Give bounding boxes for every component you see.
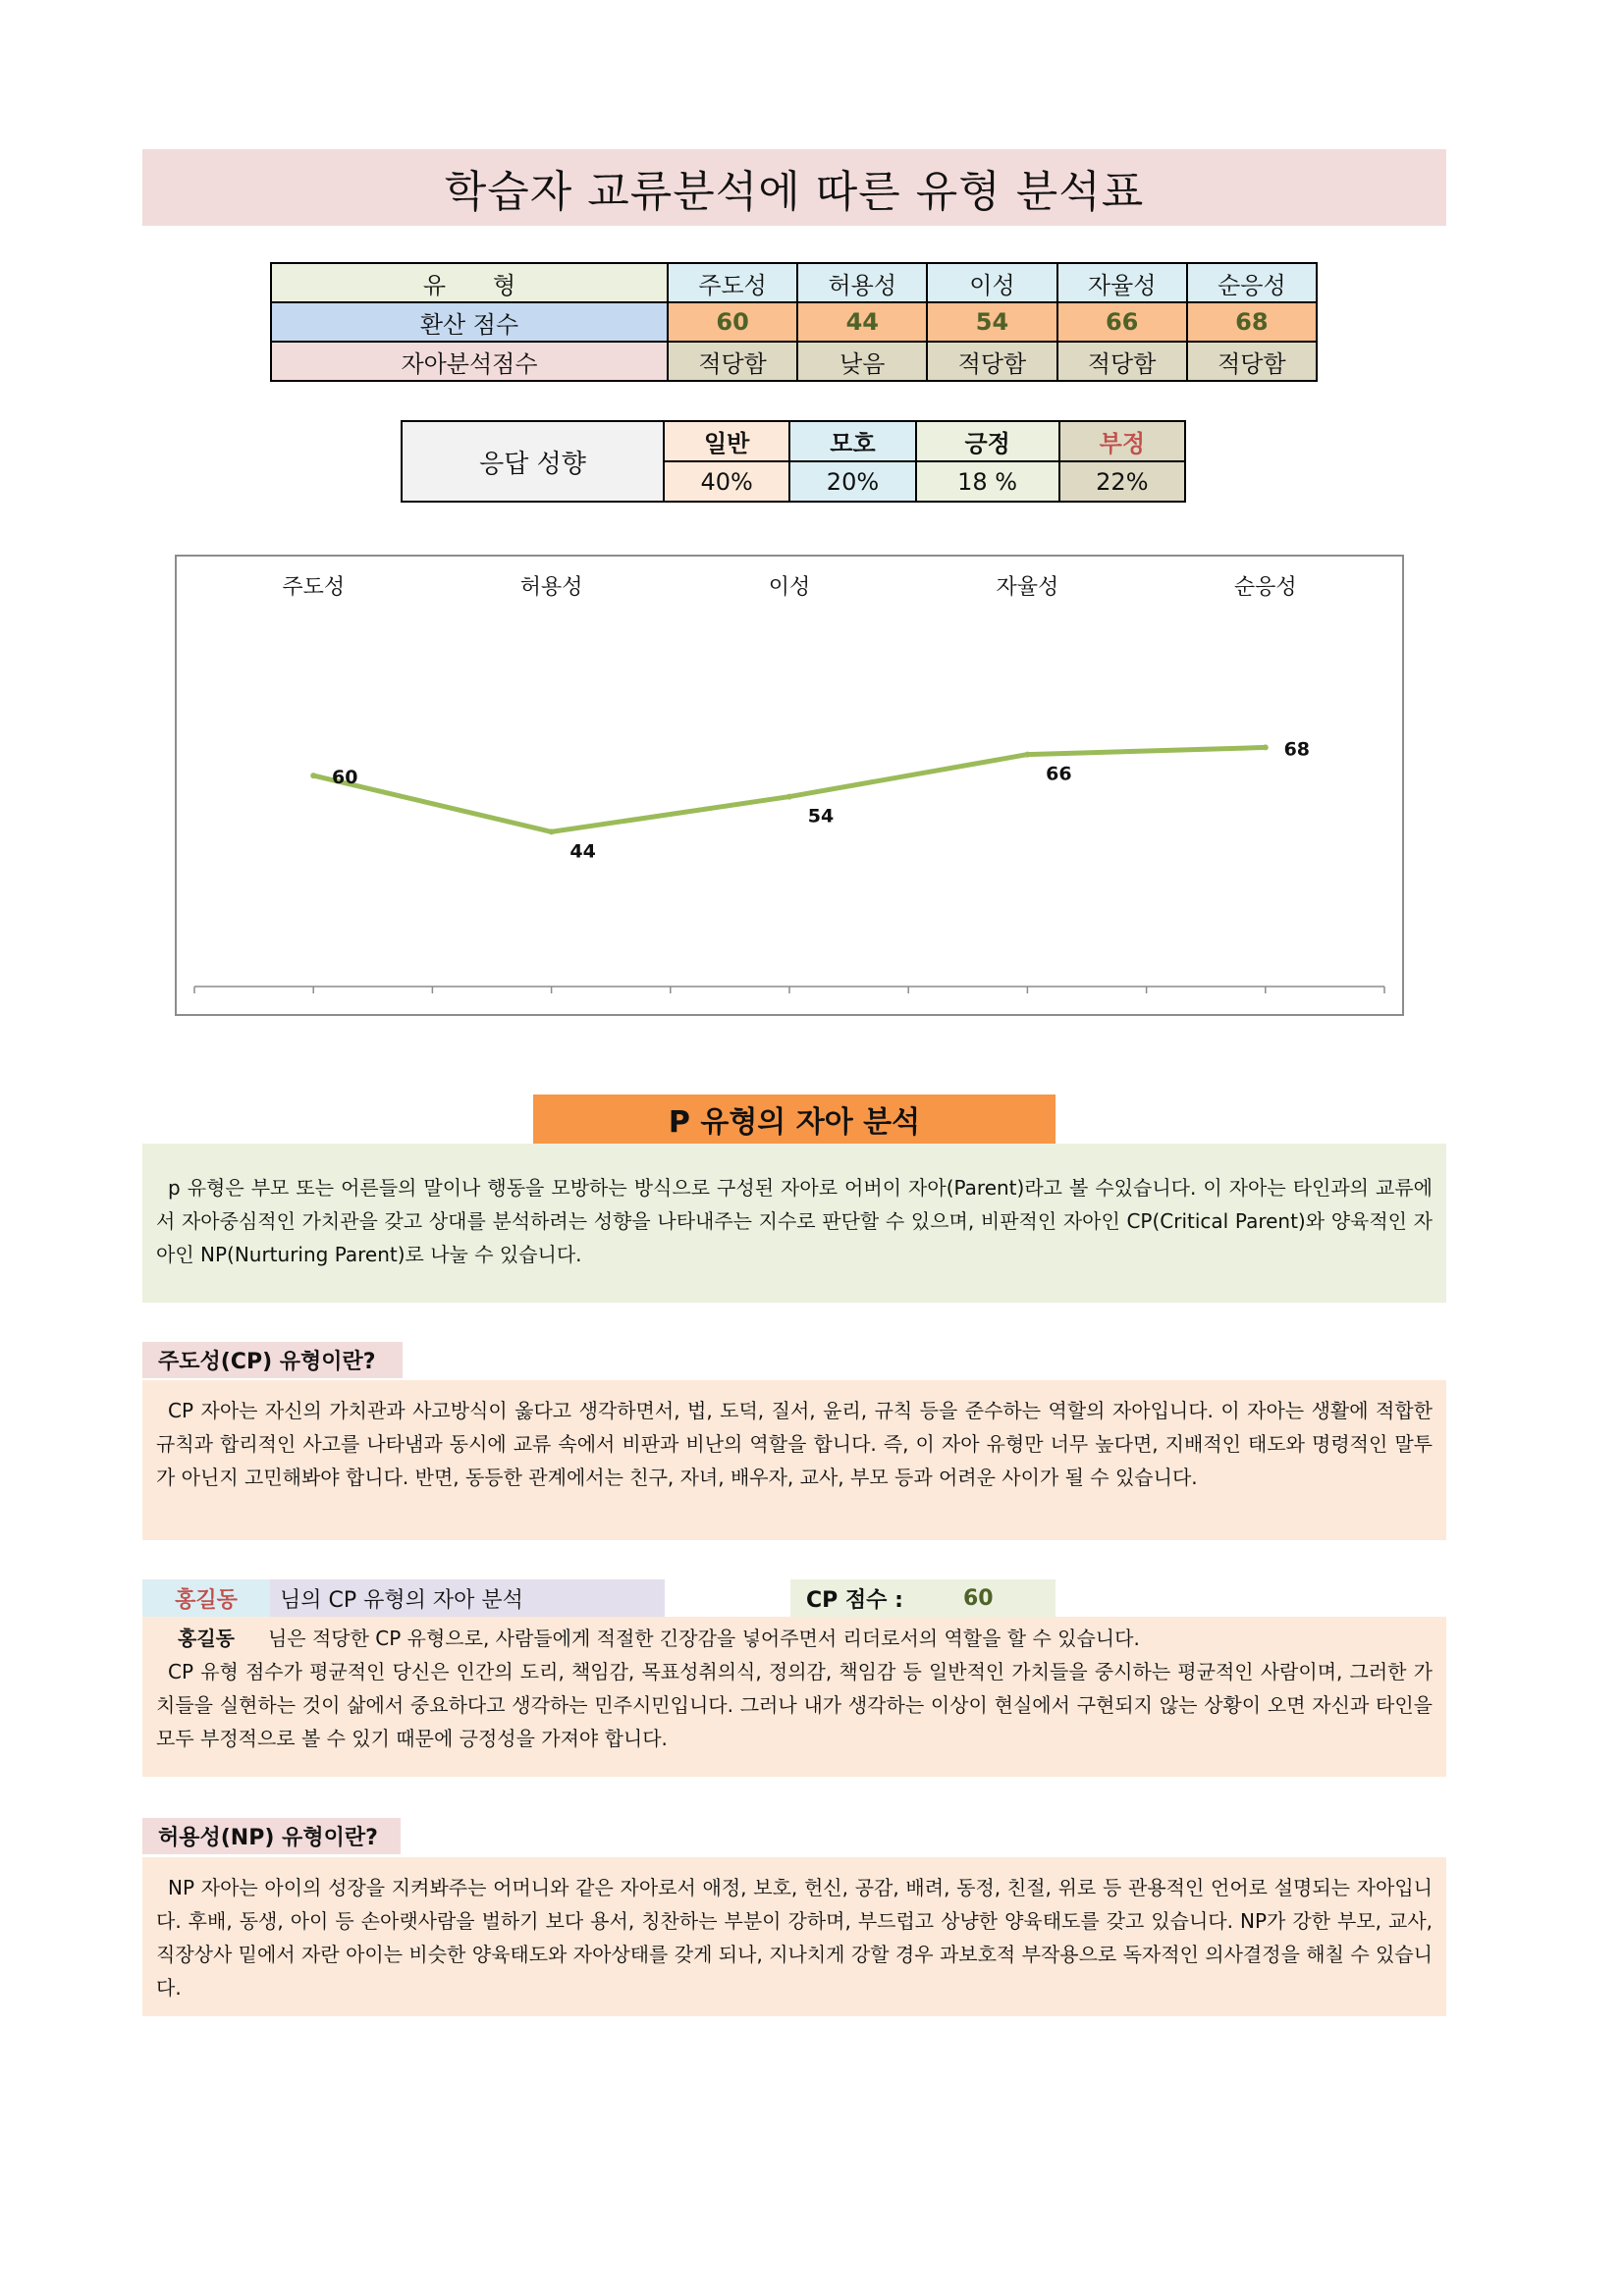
data-label: 60 xyxy=(331,767,358,789)
cp-analysis-title: 님의 CP 유형의 자아 분석 xyxy=(270,1579,665,1617)
level-value: 적당함 xyxy=(927,342,1056,381)
np-definition-text: NP 자아는 아이의 성장을 지켜봐주는 어머니와 같은 자아로서 애정, 보호, 헌신, 공감, 배려, 동정, 친절, 위로 등 관용적인 언어로 설명되는 자아입니다. 후배, 동생, 아이 등 손아랫사람을 벌하기 보다 용서, 칭찬하는 부분이 강하며, 부드럽고 상냥한 양육태도를 갖고 있습니다. NP가 강한 부모, 교사, 직장상사 밑에서 자란 아이는 비슷한 양육태도와 자아상태를 갖게 되나, 지나치게 강할 경우 과보호적 부작용으로 독자적인 의사결정을 해칠 수 있습니다. xyxy=(156,1876,1433,2000)
data-label: 66 xyxy=(1046,763,1072,785)
type-score-table xyxy=(270,262,1318,382)
cp-definition-text: CP 자아는 자신의 가치관과 사고방식이 옳다고 생각하면서, 법, 도덕, 질서, 윤리, 규칙 등을 준수하는 역할의 자아입니다. 이 자아는 생활에 적합한 규칙과 합리적인 사고를 나타냄과 동시에 교류 속에서 비판과 비난의 역할을 합니다. 즉, 이 자아 유형만 너무 높다면, 지배적인 태도와 명령적인 말투가 아닌지 고민해봐야 합니다. 반면, 동등한 관계에서는 친구, 자녀, 배우자, 교사, 부모 등과 어려운 사이가 될 수 있습니다. xyxy=(156,1399,1433,1489)
data-point xyxy=(549,828,555,834)
category-label: 순응성 xyxy=(1233,575,1297,600)
score-value: 68 xyxy=(1187,302,1317,342)
data-point xyxy=(786,794,792,800)
type-name: 허용성 xyxy=(797,263,927,302)
data-label: 44 xyxy=(569,840,596,863)
type-header-label: 유 형 xyxy=(271,263,668,302)
p-intro-box xyxy=(142,1144,1446,1303)
score-value: 44 xyxy=(797,302,927,342)
type-name: 순응성 xyxy=(1187,263,1317,302)
self-analysis-label: 자아분석점수 xyxy=(271,342,668,381)
score-label: 환산 점수 xyxy=(271,302,668,342)
type-name: 이성 xyxy=(927,263,1056,302)
response-header-row xyxy=(402,421,1185,461)
cp-analysis-box xyxy=(142,1617,1446,1777)
response-value: 22% xyxy=(1059,461,1185,502)
learner-name: 홍길동 xyxy=(142,1579,270,1617)
data-point xyxy=(1024,752,1030,758)
response-header: 일반 xyxy=(664,421,789,461)
score-line-chart xyxy=(175,555,1404,1016)
response-value: 18 % xyxy=(916,461,1059,502)
data-point xyxy=(1263,744,1269,750)
level-value: 적당함 xyxy=(1187,342,1317,381)
type-header-row xyxy=(271,263,1317,302)
response-value: 40% xyxy=(664,461,789,502)
p-section-title: P 유형의 자아 분석 xyxy=(533,1095,1056,1144)
page-title: 학습자 교류분석에 따른 유형 분석표 xyxy=(142,149,1446,226)
cp-analysis-line1: 님은 적당한 CP 유형으로, 사람들에게 적절한 긴장감을 넣어주면서 리더로서의 역할을 할 수 있습니다. xyxy=(267,1627,1140,1650)
level-value: 낮음 xyxy=(797,342,927,381)
response-header: 모호 xyxy=(789,421,915,461)
cp-score-label: CP 점수 : xyxy=(806,1587,903,1613)
p-intro-text: p 유형은 부모 또는 어른들의 말이나 행동을 모방하는 방식으로 구성된 자아로 어버이 자아(Parent)라고 볼 수있습니다. 이 자아는 타인과의 교류에서 자아중심적인 가치관을 갖고 상대를 분석하려는 성향을 나타내주는 지수로 판단할 수 있으며, 비판적인 자아인 CP(Critical Parent)와 양육적인 자아인 NP(Nurturing Parent)로 나눌 수 있습니다. xyxy=(156,1176,1433,1266)
cp-heading: 주도성(CP) 유형이란? xyxy=(142,1342,403,1378)
type-name: 자율성 xyxy=(1057,263,1187,302)
cp-definition-box xyxy=(142,1380,1446,1540)
response-tendency-table xyxy=(401,420,1186,503)
cp-analysis-summary xyxy=(142,1622,1446,1655)
data-label: 68 xyxy=(1283,738,1311,761)
data-label: 54 xyxy=(807,805,835,828)
type-name: 주도성 xyxy=(668,263,797,302)
np-definition-box xyxy=(142,1857,1446,2016)
response-header: 부정 xyxy=(1059,421,1185,461)
category-label: 허용성 xyxy=(519,575,583,600)
category-label: 이성 xyxy=(768,575,811,600)
cp-score-value: 60 xyxy=(963,1585,994,1611)
series-line xyxy=(313,747,1266,831)
category-label: 자율성 xyxy=(996,575,1059,600)
learner-name-inline: 홍길동 xyxy=(178,1627,235,1650)
response-value: 20% xyxy=(789,461,915,502)
np-heading: 허용성(NP) 유형이란? xyxy=(142,1818,401,1854)
score-value: 66 xyxy=(1057,302,1187,342)
category-label: 주도성 xyxy=(282,575,346,600)
level-value: 적당함 xyxy=(668,342,797,381)
response-header: 긍정 xyxy=(916,421,1059,461)
score-value: 54 xyxy=(927,302,1056,342)
cp-score-badge xyxy=(790,1579,1056,1617)
score-value: 60 xyxy=(668,302,797,342)
response-label: 응답 성향 xyxy=(402,421,664,502)
level-value: 적당함 xyxy=(1057,342,1187,381)
data-point xyxy=(310,773,316,778)
score-row xyxy=(271,302,1317,342)
chart-canvas xyxy=(177,557,1402,1014)
cp-analysis-text: CP 유형 점수가 평균적인 당신은 인간의 도리, 책임감, 목표성취의식, 정의감, 책임감 등 일반적인 가치들을 중시하는 평균적인 사람이며, 그러한 가치들을 실현하는 것이 삶에서 중요하다고 생각하는 민주시민입니다. 그러나 내가 생각하는 이상이 현실에서 구현되지 않는 상황이 오면 자신과 타인을 모두 부정적으로 볼 수 있기 때문에 긍정성을 가져야 합니다. xyxy=(156,1660,1433,1750)
self-analysis-row xyxy=(271,342,1317,381)
